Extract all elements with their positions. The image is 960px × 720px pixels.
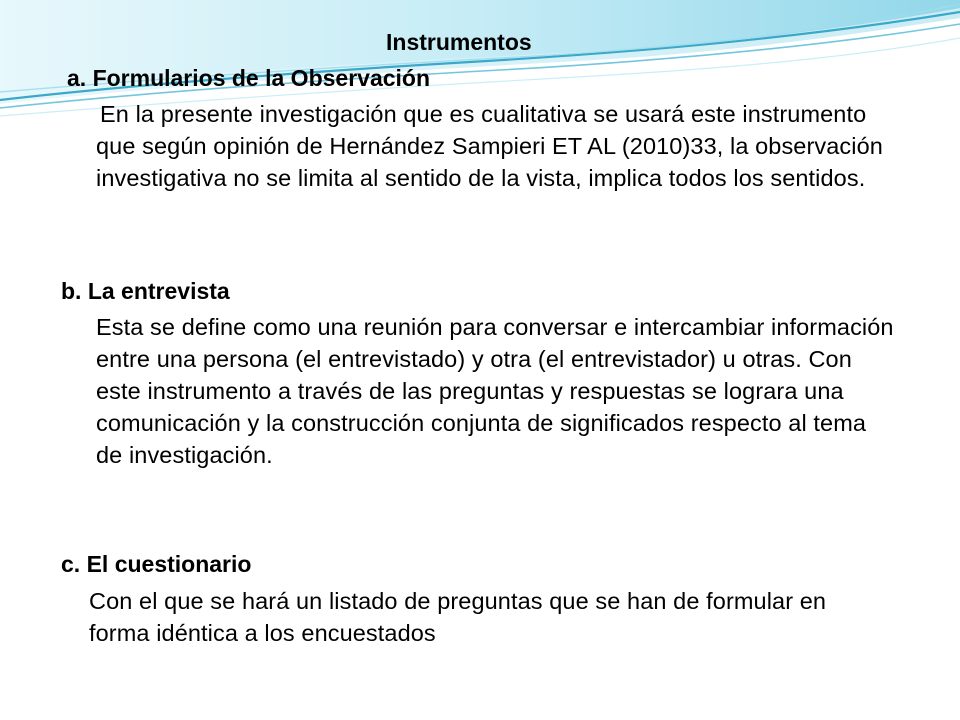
slide-title: Instrumentos <box>386 29 532 55</box>
section-a-heading: a. Formularios de la Observación <box>67 65 431 91</box>
section-b-heading: b. La entrevista <box>61 278 230 304</box>
section-c-heading: c. El cuestionario <box>61 551 252 577</box>
section-c-body: Con el que se hará un listado de preguntas que se han de formular en forma idéntica a los encuestados <box>89 588 827 646</box>
section-b-body: Esta se define como una reunión para conversar e intercambiar información entre una persona (el entrevistado) y otra (el entrevistador) u otras. Con este instrumento a través de las preguntas y respuestas se lograra una comunicación y la construcción conjunta de significados respecto al tema de investigación. <box>96 314 894 468</box>
section-a-body: En la presente investigación que es cualitativa se usará este instrumento que según opinión de Hernández Sampieri ET AL (2010)33, la observación investigativa no se limita al sentido de la vista, implica todos los sentidos. <box>96 101 883 191</box>
